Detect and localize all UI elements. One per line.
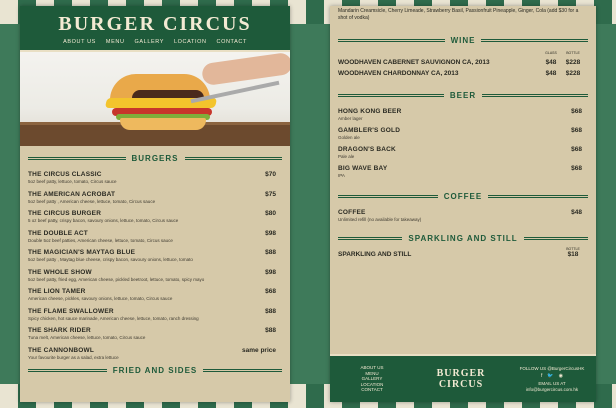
item-name: THE MAGICIAN'S MAYTAG BLUE [28, 249, 136, 256]
menu-page-right [330, 6, 596, 402]
item-name: THE SHARK RIDER [28, 327, 91, 334]
footer-contact [508, 366, 596, 393]
section-title-beer: BEER [338, 91, 588, 100]
item-desc: 5 oz beef patty, crispy bacon, savoury onions, lettuce, tomato, Circus sauce [28, 218, 179, 223]
item-desc: 5oz beef patty, lettuce, tomato, Circus sauce [28, 179, 117, 184]
menu-item [28, 345, 276, 365]
col-bottle: BOTTLE [566, 247, 580, 251]
item-price: $68 [571, 165, 582, 172]
footer-nav-menu[interactable]: MENU [365, 370, 379, 376]
brand-logo: BURGER CIRCUS [58, 13, 252, 35]
header [20, 6, 290, 52]
menu-item [338, 106, 582, 125]
menu-item [28, 267, 276, 287]
item-name: COFFEE [338, 209, 366, 216]
item-price: $75 [265, 190, 276, 198]
burgers-section [20, 146, 290, 375]
wine-bottle-price: $228 [565, 59, 581, 66]
footer-logo-line1: BURGER [436, 368, 486, 379]
item-desc: Unlimited refill (no available for takeaway) [338, 217, 422, 222]
footer-nav-about-us[interactable]: ABOUT US [360, 365, 384, 371]
item-desc: Pale ale [338, 154, 355, 159]
twitter-icon[interactable]: 🐦 [547, 372, 554, 379]
item-desc: 5oz beef patty , American cheese, lettuce, tomato, Circus sauce [28, 198, 156, 204]
instagram-icon[interactable]: ◉ [558, 372, 563, 379]
item-price: $88 [265, 249, 276, 256]
item-price: $98 [265, 229, 276, 237]
top-nav [20, 39, 290, 45]
item-name: GAMBLER'S GOLD [338, 127, 401, 134]
item-price: $48 [571, 209, 582, 216]
section-title-coffee: COFFEE [338, 192, 588, 201]
wine-glass-price: $48 [545, 70, 557, 77]
footer-logo [414, 368, 508, 390]
social-icons [508, 373, 596, 379]
nav-menu[interactable]: MENU [105, 39, 125, 45]
item-name: THE CANNONBOWL [28, 346, 94, 354]
item-price: same price [242, 346, 276, 354]
menu-item [338, 144, 582, 163]
wine-row [338, 55, 582, 66]
item-name: HONG KONG BEER [338, 108, 402, 115]
sparkling-section [330, 234, 596, 258]
item-price: $98 [265, 268, 276, 276]
item-name: THE DOUBLE ACT [28, 229, 88, 237]
menu-item [28, 286, 276, 306]
menu-item [28, 189, 276, 209]
item-desc: 5oz beef patty, fried egg, American cheese, pickled beetroot, lettuce, tomato, spicy mayo [28, 276, 205, 282]
wine-name: WOODHAVEN CABERNET SAUVIGNON CA, 2013 [338, 59, 490, 66]
menu-item [28, 208, 276, 228]
item-price: $88 [265, 307, 276, 315]
bun-bottom-shape [120, 118, 206, 130]
menu-item [28, 306, 276, 326]
beer-section [330, 91, 596, 182]
menu-item [28, 169, 276, 189]
item-desc: Golden ale [338, 135, 360, 140]
item-desc: IPA [338, 173, 345, 178]
item-name: THE WHOLE SHOW [28, 268, 92, 276]
menu-page-left [20, 6, 290, 402]
item-price: $68 [571, 108, 582, 115]
item-desc: Spicy chicken, hot sauce marinade, American cheese, lettuce, tomato, ranch dressing [28, 315, 199, 321]
footer [330, 354, 596, 402]
nav-gallery[interactable]: GALLERY [134, 39, 165, 45]
nav-location[interactable]: LOCATION [174, 39, 207, 45]
item-price: $88 [265, 327, 276, 334]
drinks-intro-text: Mandarin Creamsicle, Cherry Limeade, Strawberry Basil, Passionfruit Pineapple, Ginger, Cola (add $30 for a shot of vodka) [338, 8, 579, 21]
menu-item [338, 251, 582, 258]
follow-us-text: FOLLOW US @BurgerCircusHK [519, 365, 585, 371]
menu-item [338, 207, 582, 226]
menu-item [338, 125, 582, 144]
nav-about-us[interactable]: ABOUT US [63, 39, 96, 45]
wine-row [338, 66, 582, 77]
item-name: THE CIRCUS CLASSIC [28, 171, 102, 178]
wine-name: WOODHAVEN CHARDONNAY CA, 2013 [338, 70, 459, 77]
footer-nav-contact[interactable]: CONTACT [361, 387, 383, 393]
item-price: $70 [265, 171, 276, 178]
wine-glass-price: $48 [545, 59, 557, 66]
coffee-section [330, 192, 596, 226]
item-name: THE CIRCUS BURGER [28, 210, 102, 217]
menu-item [28, 247, 276, 267]
item-price: $68 [571, 146, 582, 153]
item-desc: Tuna melt, American cheese, lettuce, tomato, Circus sauce [28, 335, 146, 340]
email-label: EMAIL US AT [538, 380, 566, 386]
section-title-sparkling: SPARKLING AND STILL [338, 234, 588, 243]
item-name: DRAGON'S BACK [338, 146, 396, 153]
item-desc: 5oz beef patty , Maytag blue cheese, crispy bacon, savoury onions, lettuce, tomato [28, 257, 193, 262]
footer-nav-location[interactable]: LOCATION [360, 381, 384, 387]
item-name: THE AMERICAN ACROBAT [28, 190, 116, 198]
item-name: SPARKLING AND STILL [338, 251, 412, 258]
item-name: THE LION TAMER [28, 288, 86, 295]
nav-contact[interactable]: CONTACT [216, 39, 247, 45]
item-price: $68 [265, 288, 276, 295]
wine-section [330, 36, 596, 77]
section-title-fried-and-sides: FRIED AND SIDES [28, 366, 282, 375]
item-desc: Amber lager [338, 116, 363, 121]
item-name: THE FLAME SWALLOWER [28, 307, 114, 315]
item-price: $68 [571, 127, 582, 134]
burger-photo [20, 52, 290, 146]
item-desc: Your favourite burger as a salad, extra lettuce [28, 354, 119, 360]
section-title-burgers: BURGERS [28, 154, 282, 163]
email-link[interactable]: info@burgercircus.com.hk [525, 386, 579, 392]
menu-item [338, 163, 582, 182]
col-bottle: BOTTLE [566, 51, 580, 55]
facebook-icon[interactable]: f [541, 372, 543, 379]
col-glass: GLASS [545, 51, 557, 55]
footer-nav [330, 365, 414, 393]
item-desc: Double 5oz beef patties, American cheese, lettuce, tomato, Circus sauce [28, 237, 173, 243]
item-name: BIG WAVE BAY [338, 165, 388, 172]
item-price: $18 [567, 251, 579, 258]
menu-item [28, 228, 276, 248]
footer-logo-line2: CIRCUS [438, 379, 484, 390]
wine-bottle-price: $228 [565, 70, 581, 77]
item-desc: American cheese, pickles, savoury onions, lettuce, tomato, Circus sauce [28, 296, 173, 301]
section-title-wine: WINE [338, 36, 588, 45]
item-price: $80 [265, 210, 276, 217]
menu-item [28, 325, 276, 345]
footer-nav-gallery[interactable]: GALLERY [361, 376, 383, 382]
